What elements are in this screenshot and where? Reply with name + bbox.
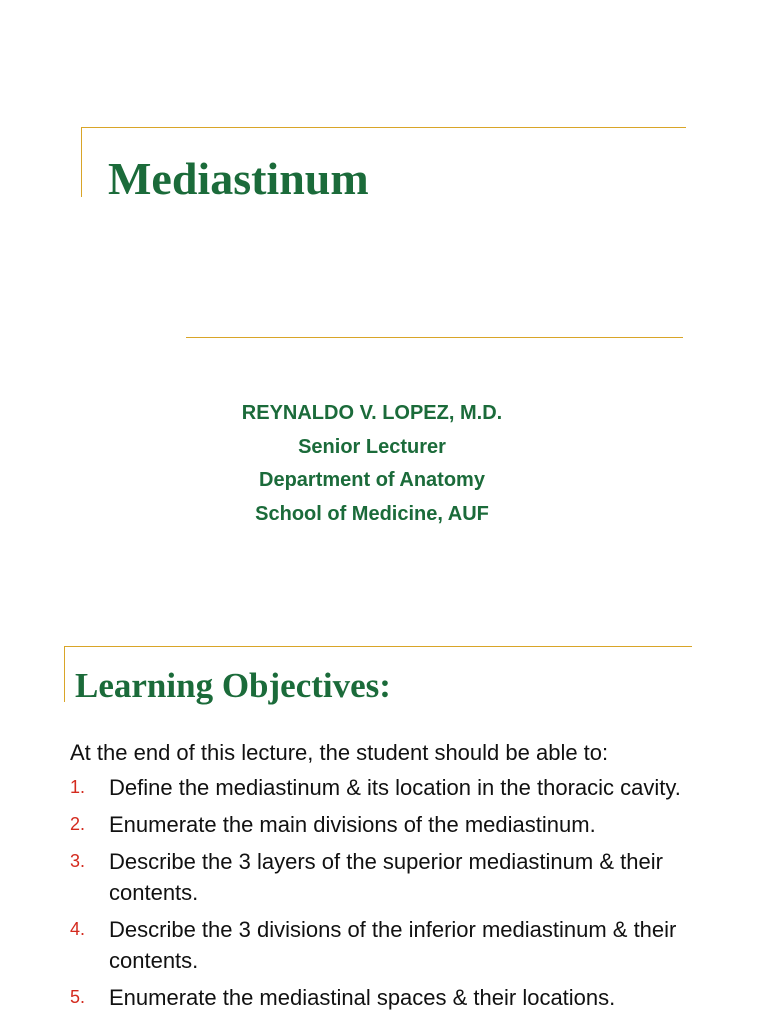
list-item [70,772,720,803]
list-item-number: 2. [70,814,86,834]
list-item-number: 4. [70,919,86,939]
title-left-rule [81,127,82,197]
author-department: Department of Anatomy [259,469,485,491]
list-item-number: 5. [70,987,86,1007]
objectives-title: Learning Objectives: [75,666,391,705]
author-block [0,397,744,531]
list-item [70,846,720,908]
list-item-text: Enumerate the main divisions of the mediastinum. [109,812,596,837]
list-item [70,914,720,976]
list-item-text: Describe the 3 divisions of the inferior mediastinum & their contents. [109,917,677,973]
list-item-text: Enumerate the mediastinal spaces & their locations. [109,985,616,1010]
title-bottom-rule [186,337,683,338]
objectives-list [70,772,720,1019]
list-item-text: Define the mediastinum & its location in the thoracic cavity. [109,775,681,800]
author-name: REYNALDO V. LOPEZ, M.D. [241,402,503,424]
list-item-number: 1. [70,777,86,797]
author-school: School of Medicine, AUF [255,502,489,525]
list-item-number: 3. [70,851,86,871]
objectives-slide [0,610,768,1024]
list-item [70,982,720,1013]
title-top-rule [81,127,686,128]
objectives-left-rule [64,646,65,702]
list-item [70,809,720,840]
objectives-intro: At the end of this lecture, the student should be able to: [70,740,609,765]
list-item-text: Describe the 3 layers of the superior mediastinum & their contents. [109,849,663,905]
author-position: Senior Lecturer [298,435,446,458]
objectives-top-rule [64,646,692,647]
slide-title: Mediastinum [108,153,369,204]
